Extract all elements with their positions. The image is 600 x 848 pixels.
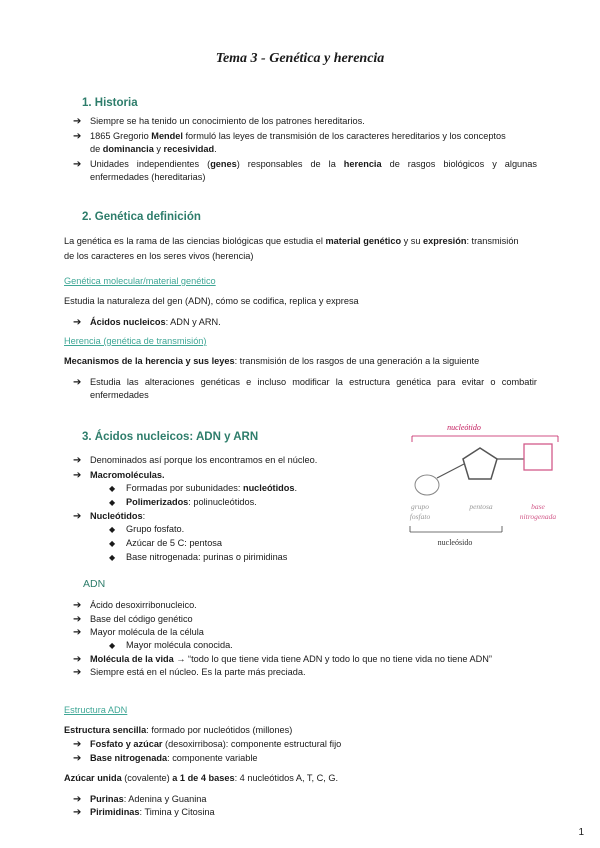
- paragraph: La genética es la rama de las ciencias biológicas que estudia el material genético y su expresión: transmisión: [64, 236, 519, 246]
- list-item: Pirimidinas: Timina y Citosina: [90, 807, 215, 817]
- list-item: Unidades independientes (genes) responsables de la herencia de rasgos biológicos y algunas enfermedades (hereditarias): [90, 159, 537, 182]
- arrow-bullet: ➔: [73, 667, 82, 678]
- arrow-bullet: ➔: [73, 317, 82, 328]
- arrow-bullet: ➔: [73, 739, 82, 750]
- page-title: Tema 3 - Genética y herencia: [215, 51, 385, 66]
- nucleotide-diagram: [402, 418, 572, 550]
- arrow-bullet: ➔: [73, 511, 82, 522]
- list-item: Ácido desoxirribonucleico.: [90, 600, 197, 610]
- list-item: Base nitrogenada: componente variable: [90, 753, 258, 763]
- arrow-bullet: ➔: [73, 116, 82, 127]
- list-item: 1865 Gregorio Mendel formuló las leyes de transmisión de los caracteres hereditarios y los conceptos: [90, 131, 506, 141]
- heading-adn: ADN: [83, 578, 106, 590]
- arrow-bullet: ➔: [73, 131, 82, 142]
- list-item: Mayor molécula conocida.: [126, 640, 233, 650]
- diamond-bullet: ◆: [109, 539, 116, 548]
- diamond-bullet: ◆: [109, 553, 116, 562]
- label-nitrogenada: nitrogenada: [519, 512, 557, 521]
- diamond-bullet: ◆: [109, 498, 116, 507]
- list-item: Polimerizados: polinucleótidos.: [126, 497, 257, 507]
- base-shape: [524, 444, 552, 470]
- list-item-continued: de dominancia y recesividad.: [90, 144, 217, 154]
- paragraph: Mecanismos de la herencia y sus leyes: transmisión de los rasgos de una generación a la siguiente: [64, 356, 480, 366]
- list-item: Molécula de la vida → “todo lo que tiene vida tiene ADN y todo lo que no tiene vida no tiene ADN”: [90, 654, 492, 664]
- paragraph: Azúcar unida (covalente) a 1 de 4 bases: 4 nucleótidos A, T, C, G.: [64, 773, 339, 783]
- paragraph: Estudia la naturaleza del gen (ADN), cómo se codifica, replica y expresa: [64, 296, 359, 306]
- heading-acidos-nucleicos: 3. Ácidos nucleicos: ADN y ARN: [82, 431, 259, 443]
- label-pentosa: pentosa: [469, 502, 493, 511]
- label-nucleosido: nucleósido: [437, 538, 473, 547]
- label-grupo: grupo: [411, 502, 429, 511]
- list-item: Formadas por subunidades: nucleótidos.: [126, 483, 298, 493]
- arrow-bullet: ➔: [73, 159, 82, 170]
- diamond-bullet: ◆: [109, 484, 116, 493]
- paragraph-continued: de los caracteres en los seres vivos (herencia): [64, 251, 254, 261]
- page-number: 1: [578, 827, 584, 838]
- list-item: Nucleótidos:: [90, 511, 146, 521]
- list-item: Ácidos nucleicos: ADN y ARN.: [90, 317, 221, 327]
- arrow-bullet: ➔: [73, 455, 82, 466]
- phosphate-shape: [415, 475, 439, 495]
- arrow-bullet: ➔: [73, 377, 82, 388]
- heading-genetica-definicion: 2. Genética definición: [82, 211, 201, 223]
- subheading-genetica-molecular: Genética molecular/material genético: [64, 276, 216, 286]
- list-item: Mayor molécula de la célula: [90, 627, 204, 637]
- list-item: Azúcar de 5 C: pentosa: [126, 538, 223, 548]
- list-item: Purinas: Adenina y Guanina: [90, 794, 207, 804]
- list-item: Fosfato y azúcar (desoxirribosa): componente estructural fijo: [90, 739, 342, 749]
- list-item: Siempre está en el núcleo. Es la parte más preciada.: [90, 667, 306, 677]
- subheading-herencia: Herencia (genética de transmisión): [64, 336, 207, 346]
- label-base: base: [531, 502, 545, 511]
- arrow-bullet: ➔: [73, 807, 82, 818]
- list-item: Estudia las alteraciones genéticas e incluso modificar la estructura genética para evitar o combatir enfermedades: [90, 377, 537, 400]
- arrow-bullet: ➔: [73, 470, 82, 481]
- list-item: Base del código genético: [90, 614, 193, 624]
- heading-historia: 1. Historia: [82, 97, 138, 109]
- label-nucleotido: nucleótido: [447, 423, 481, 432]
- arrow-bullet: ➔: [73, 794, 82, 805]
- diamond-bullet: ◆: [109, 641, 116, 650]
- list-item: Siempre se ha tenido un conocimiento de los patrones hereditarios.: [90, 116, 365, 126]
- arrow-bullet: ➔: [73, 600, 82, 611]
- list-item: Grupo fosfato.: [126, 524, 185, 534]
- list-item: Macromoléculas.: [90, 470, 165, 480]
- subheading-estructura-adn: Estructura ADN: [64, 705, 128, 715]
- pentose-shape: [463, 448, 497, 479]
- arrow-bullet: ➔: [73, 753, 82, 764]
- list-item: Base nitrogenada: purinas o pirimidinas: [126, 552, 288, 562]
- list-item: Denominados así porque los encontramos en el núcleo.: [90, 455, 318, 465]
- arrow-bullet: ➔: [73, 627, 82, 638]
- arrow-bullet: ➔: [73, 654, 82, 665]
- paragraph: Estructura sencilla: formado por nucleótidos (millones): [64, 725, 293, 735]
- arrow-bullet: ➔: [73, 614, 82, 625]
- label-fosfato: fosfato: [409, 512, 431, 521]
- diamond-bullet: ◆: [109, 525, 116, 534]
